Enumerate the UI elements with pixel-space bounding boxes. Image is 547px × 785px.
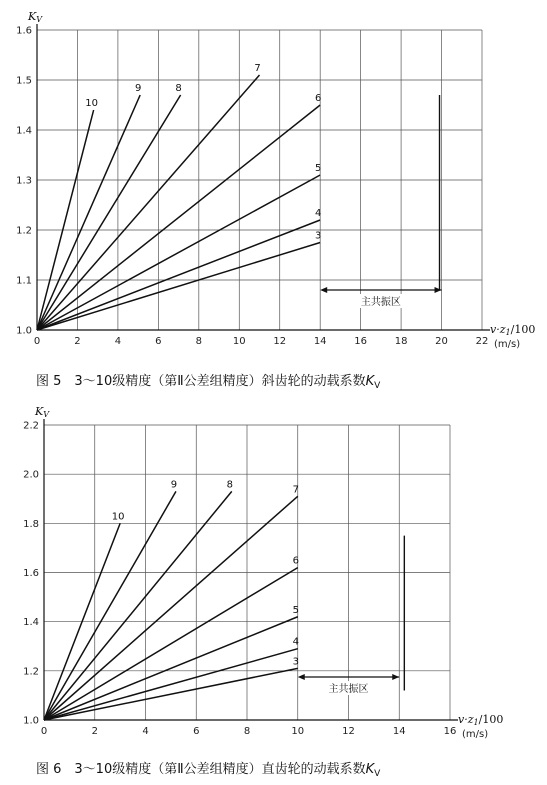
chart1-ytick-1.6: 1.6: [16, 25, 32, 37]
chart1-y-axis-label: KV: [28, 10, 42, 24]
chart2-xtick-16: 16: [443, 726, 457, 737]
caption-figure-6: [36, 758, 380, 779]
chart2-zone-arrow-left-head: [298, 674, 305, 680]
chart1-x-axis-unit: (m/s): [494, 339, 521, 350]
chart1-series-label-6: 6: [314, 93, 322, 104]
chart2-series-label-4: 4: [292, 636, 299, 648]
chart1-ytick-1.2: 1.2: [16, 225, 32, 237]
chart2-ytick-1.4: 1.4: [23, 617, 39, 629]
chart1-xtick-18: 18: [394, 336, 408, 347]
chart2-y-axis-label: KV: [35, 405, 49, 419]
chart1-series-label-4: 4: [314, 208, 322, 219]
chart2-series-label-7: 7: [292, 484, 299, 496]
chart1-series-label-9: 9: [134, 83, 142, 94]
chart2-x-axis-unit: (m/s): [462, 729, 489, 740]
caption-figure-5: [36, 370, 380, 391]
chart2-ytick-2: 2.0: [23, 469, 39, 481]
chart2-series-line-9: [44, 491, 176, 720]
chart1-series-label-3: 3: [314, 230, 322, 242]
chart2-xtick-6: 6: [193, 726, 200, 737]
chart2-xtick-10: 10: [291, 726, 305, 737]
chart1-xtick-4: 4: [114, 336, 122, 347]
chart1-series-label-8: 8: [175, 83, 182, 94]
chart2-zone-label: 主共振区: [328, 683, 369, 695]
chart2-series-line-5: [44, 617, 298, 720]
caption-6-subscript: V: [374, 769, 381, 779]
chart1-series-label-5: 5: [314, 163, 322, 174]
chart2-ytick-1: 1.0: [23, 715, 39, 727]
chart2-x-axis-label: v·z1/100: [458, 713, 504, 727]
chart2-xtick-12: 12: [342, 726, 355, 737]
chart2-zone-arrow-right-head: [392, 674, 399, 680]
caption-5-text: 图 5 3～10级精度（第Ⅱ公差组精度）斜齿轮的动载系数: [36, 374, 366, 389]
caption-5-subscript: V: [374, 381, 381, 391]
chart1-ytick-1.4: 1.4: [16, 125, 32, 137]
chart1-xtick-6: 6: [155, 336, 162, 347]
chart2-ytick-1.6: 1.6: [23, 568, 39, 579]
chart1-xtick-16: 16: [354, 336, 368, 347]
chart1-xtick-12: 12: [273, 336, 287, 347]
chart1-zone-label: 主共振区: [360, 297, 401, 308]
chart1-xtick-22: 22: [475, 336, 489, 347]
chart2-series-label-6: 6: [292, 555, 299, 567]
chart1-xtick-10: 10: [232, 336, 246, 347]
chart2-series-line-3: [44, 668, 298, 720]
chart1-ytick-1.1: 1.1: [16, 275, 32, 287]
chart2-series-label-8: 8: [226, 479, 233, 491]
chart2-xtick-8: 8: [243, 726, 251, 737]
chart2-ytick-1.2: 1.2: [23, 666, 39, 678]
chart1-x-axis-label: v·z1/100: [490, 323, 536, 337]
caption-6-text: 图 6 3～10级精度（第Ⅱ公差组精度）直齿轮的动载系数: [36, 762, 366, 777]
chart2-series-line-6: [44, 568, 298, 720]
chart2-series-label-9: 9: [170, 479, 178, 491]
chart2-series-line-4: [44, 649, 298, 720]
chart1-series-label-10: 10: [85, 98, 99, 109]
chart1-xtick-2: 2: [74, 336, 81, 347]
chart1-xtick-14: 14: [313, 336, 327, 347]
chart2-series-line-7: [44, 496, 298, 720]
chart1-xtick-20: 20: [435, 336, 448, 347]
chart1-xtick-0: 0: [33, 336, 41, 347]
chart2-xtick-0: 0: [40, 726, 48, 737]
chart2-xtick-2: 2: [91, 726, 98, 737]
chart2-series-label-5: 5: [292, 604, 299, 616]
chart2-series-line-8: [44, 491, 232, 720]
chart1-ytick-1.3: 1.3: [16, 175, 32, 187]
chart2-ytick-1.8: 1.8: [23, 518, 39, 530]
chart1-ytick-1.5: 1.5: [16, 75, 32, 87]
chart1-series-label-7: 7: [254, 63, 261, 74]
chart1-ytick-1: 1.0: [16, 325, 32, 337]
caption-5-symbol: K: [365, 374, 375, 389]
chart2-xtick-14: 14: [392, 726, 406, 737]
caption-6-symbol: K: [365, 762, 375, 777]
chart2-series-label-10: 10: [111, 511, 125, 523]
chart2-series-label-3: 3: [292, 656, 299, 668]
chart1-xtick-8: 8: [195, 336, 203, 347]
chart2-ytick-2.2: 2.2: [23, 420, 39, 432]
chart2-xtick-4: 4: [142, 726, 149, 737]
